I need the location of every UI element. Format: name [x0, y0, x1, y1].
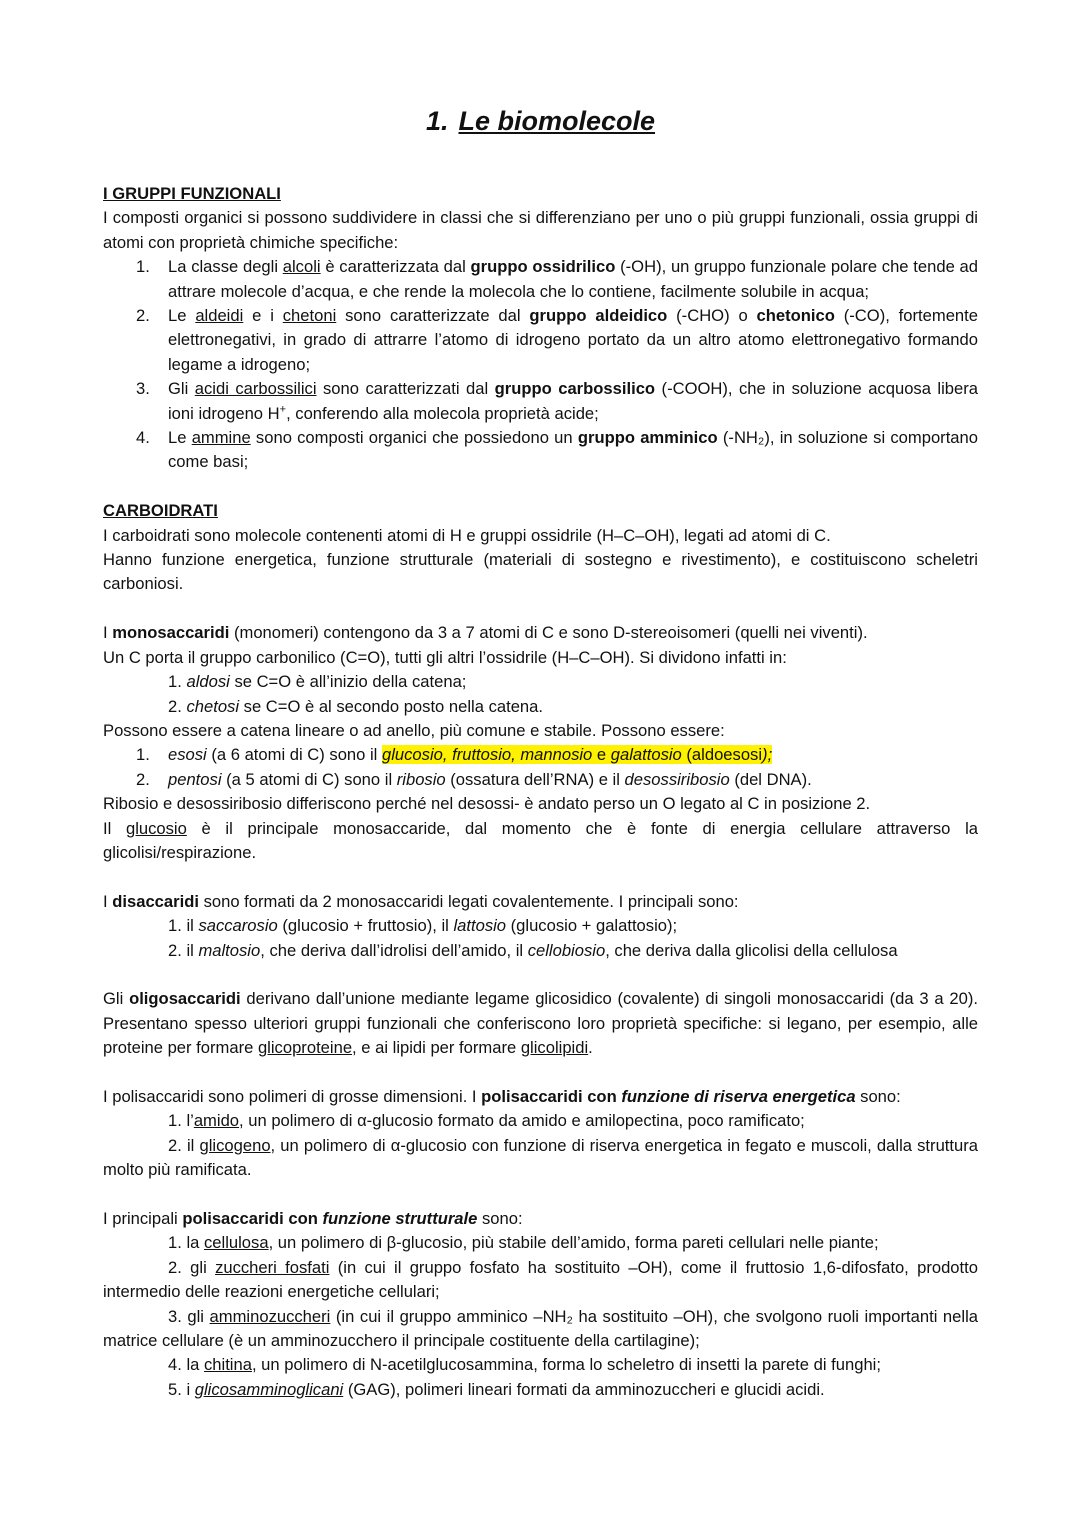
list-item: 1. esosi (a 6 atomi di C) sono il glucosio, fruttosio, mannosio e galattosio (aldoesosi); [136, 745, 773, 765]
paragraph-polisaccaridi: I polisaccaridi sono polimeri di grosse dimensioni. I polisaccaridi con funzione di riserva energetica sono: [103, 1086, 901, 1106]
list-item: 1. la cellulosa, un polimero di β-glucosio, più stabile dell’amido, forma pareti cellulari nelle piante; [168, 1233, 879, 1253]
numbered-list [103, 255, 978, 475]
section-heading: CARBOIDRATI [103, 501, 218, 521]
paragraph: Ribosio e desossiribosio differiscono perché nel desossi- è andato perso un O legato al C in posizione 2. [103, 794, 871, 814]
paragraph-polisaccaridi-strutturali: I principali polisaccaridi con funzione strutturale sono: [103, 1208, 523, 1228]
section-gruppi-funzionali [103, 182, 978, 475]
paragraph: Il glucosio è il principale monosaccaride, dal momento che è fonte di energia cellulare attraverso la glicolisi/respirazione. [103, 818, 978, 862]
paragraph: Hanno funzione energetica, funzione strutturale (materiali di sostegno e rivestimento), e costituiscono scheletri carboniosi. [103, 550, 978, 594]
list-item: 3. gli amminozuccheri (in cui il gruppo amminico –NH₂ ha sostituito –OH), che svolgono ruoli importanti nella matrice cellulare (è un amminozucchero il principale costituente della cartilagine); [103, 1306, 978, 1350]
list-item: 2. gli zuccheri fosfati (in cui il gruppo fosfato ha sostituito –OH), come il fruttosio 1,6-difosfato, prodotto intermedio delle reazioni energetiche cellulari; [103, 1257, 978, 1302]
list-item: 1. La classe degli alcoli è caratterizzata dal gruppo ossidrilico (-OH), un gruppo funzionale polare che tende ad attrare molecole d’acqua, e che rende la molecola che lo contiene, facilmente solubile in acqua; [136, 257, 978, 301]
list-item: 1. il saccarosio (glucosio + fruttosio), il lattosio (glucosio + galattosio); [168, 916, 678, 936]
paragraph: I composti organici si possono suddividere in classi che si differenziano per uno o più gruppi funzionali, ossia gruppi di atomi con proprietà chimiche specifiche: [103, 208, 978, 252]
list-item: 4. la chitina, un polimero di N-acetilglucosammina, forma lo scheletro di insetti la parete di funghi; [168, 1355, 881, 1375]
paragraph: Un C porta il gruppo carbonilico (C=O), tutti gli altri l’ossidrile (H–C–OH). Si dividono infatti in: [103, 647, 787, 667]
list-item: 2. chetosi se C=O è al secondo posto nella catena. [168, 696, 544, 716]
list-item: 2. il glicogeno, un polimero di α-glucosio con funzione di riserva energetica in fegato e muscoli, dalla struttura molto più ramificata. [103, 1135, 978, 1180]
paragraph-monosaccaridi: I monosaccaridi (monomeri) contengono da 3 a 7 atomi di C e sono D-stereoisomeri (quelli nei viventi). [103, 623, 868, 643]
document-page [103, 104, 978, 1402]
section-carboidrati [103, 499, 978, 1402]
page-title: 1. Le biomolecole [425, 106, 656, 136]
list-item: 1. aldosi se C=O è all’inizio della catena; [168, 672, 467, 692]
list-item: 2. pentosi (a 5 atomi di C) sono il ribosio (ossatura dell’RNA) e il desossiribosio (del DNA). [136, 769, 812, 789]
paragraph: I carboidrati sono molecole contenenti atomi di H e gruppi ossidrile (H–C–OH), legati ad atomi di C. [103, 525, 831, 545]
list-item: 5. i glicosamminoglicani (GAG), polimeri lineari formati da amminozuccheri e glucidi acidi. [168, 1379, 825, 1399]
list-item: 3. Gli acidi carbossilici sono caratterizzati dal gruppo carbossilico (-COOH), che in soluzione acquosa libera ioni idrogeno H+, conferendo alla molecola proprietà acide; [136, 379, 979, 423]
paragraph-oligosaccaridi: Gli oligosaccaridi derivano dall’unione mediante legame glicosidico (covalente) di singoli monosaccaridi (da 3 a 20). Presentano spesso ulteriori gruppi funzionali che conferiscono loro proprietà specifiche: si legano, per esempio, alle proteine per formare glicoproteine, e ai lipidi per formare glicolipidi. [103, 989, 979, 1058]
paragraph: Possono essere a catena lineare o ad anello, più comune e stabile. Possono essere: [103, 720, 725, 740]
highlight: glucosio, fruttosio, mannosio e galattosio (aldoesosi); [381, 745, 773, 765]
paragraph-disaccaridi: I disaccaridi sono formati da 2 monosaccaridi legati covalentemente. I principali sono: [103, 891, 739, 911]
list-item: 4. Le ammine sono composti organici che possiedono un gruppo amminico (-NH₂), in soluzione si comportano come basi; [136, 428, 978, 472]
list-item: 2. Le aldeidi e i chetoni sono caratterizzate dal gruppo aldeidico (-CHO) o chetonico (-CO), fortemente elettronegativi, in grado di attrarre l’atomo di idrogeno portato da un altro atomo elettronegativo formando legame a idrogeno; [136, 306, 978, 374]
list-item: 1. l’amido, un polimero di α-glucosio formato da amido e amilopectina, poco ramificato; [168, 1111, 805, 1131]
list-item: 2. il maltosio, che deriva dall’idrolisi dell’amido, il cellobiosio, che deriva dalla glicolisi della cellulosa [168, 940, 898, 960]
section-heading: I GRUPPI FUNZIONALI [103, 184, 281, 203]
